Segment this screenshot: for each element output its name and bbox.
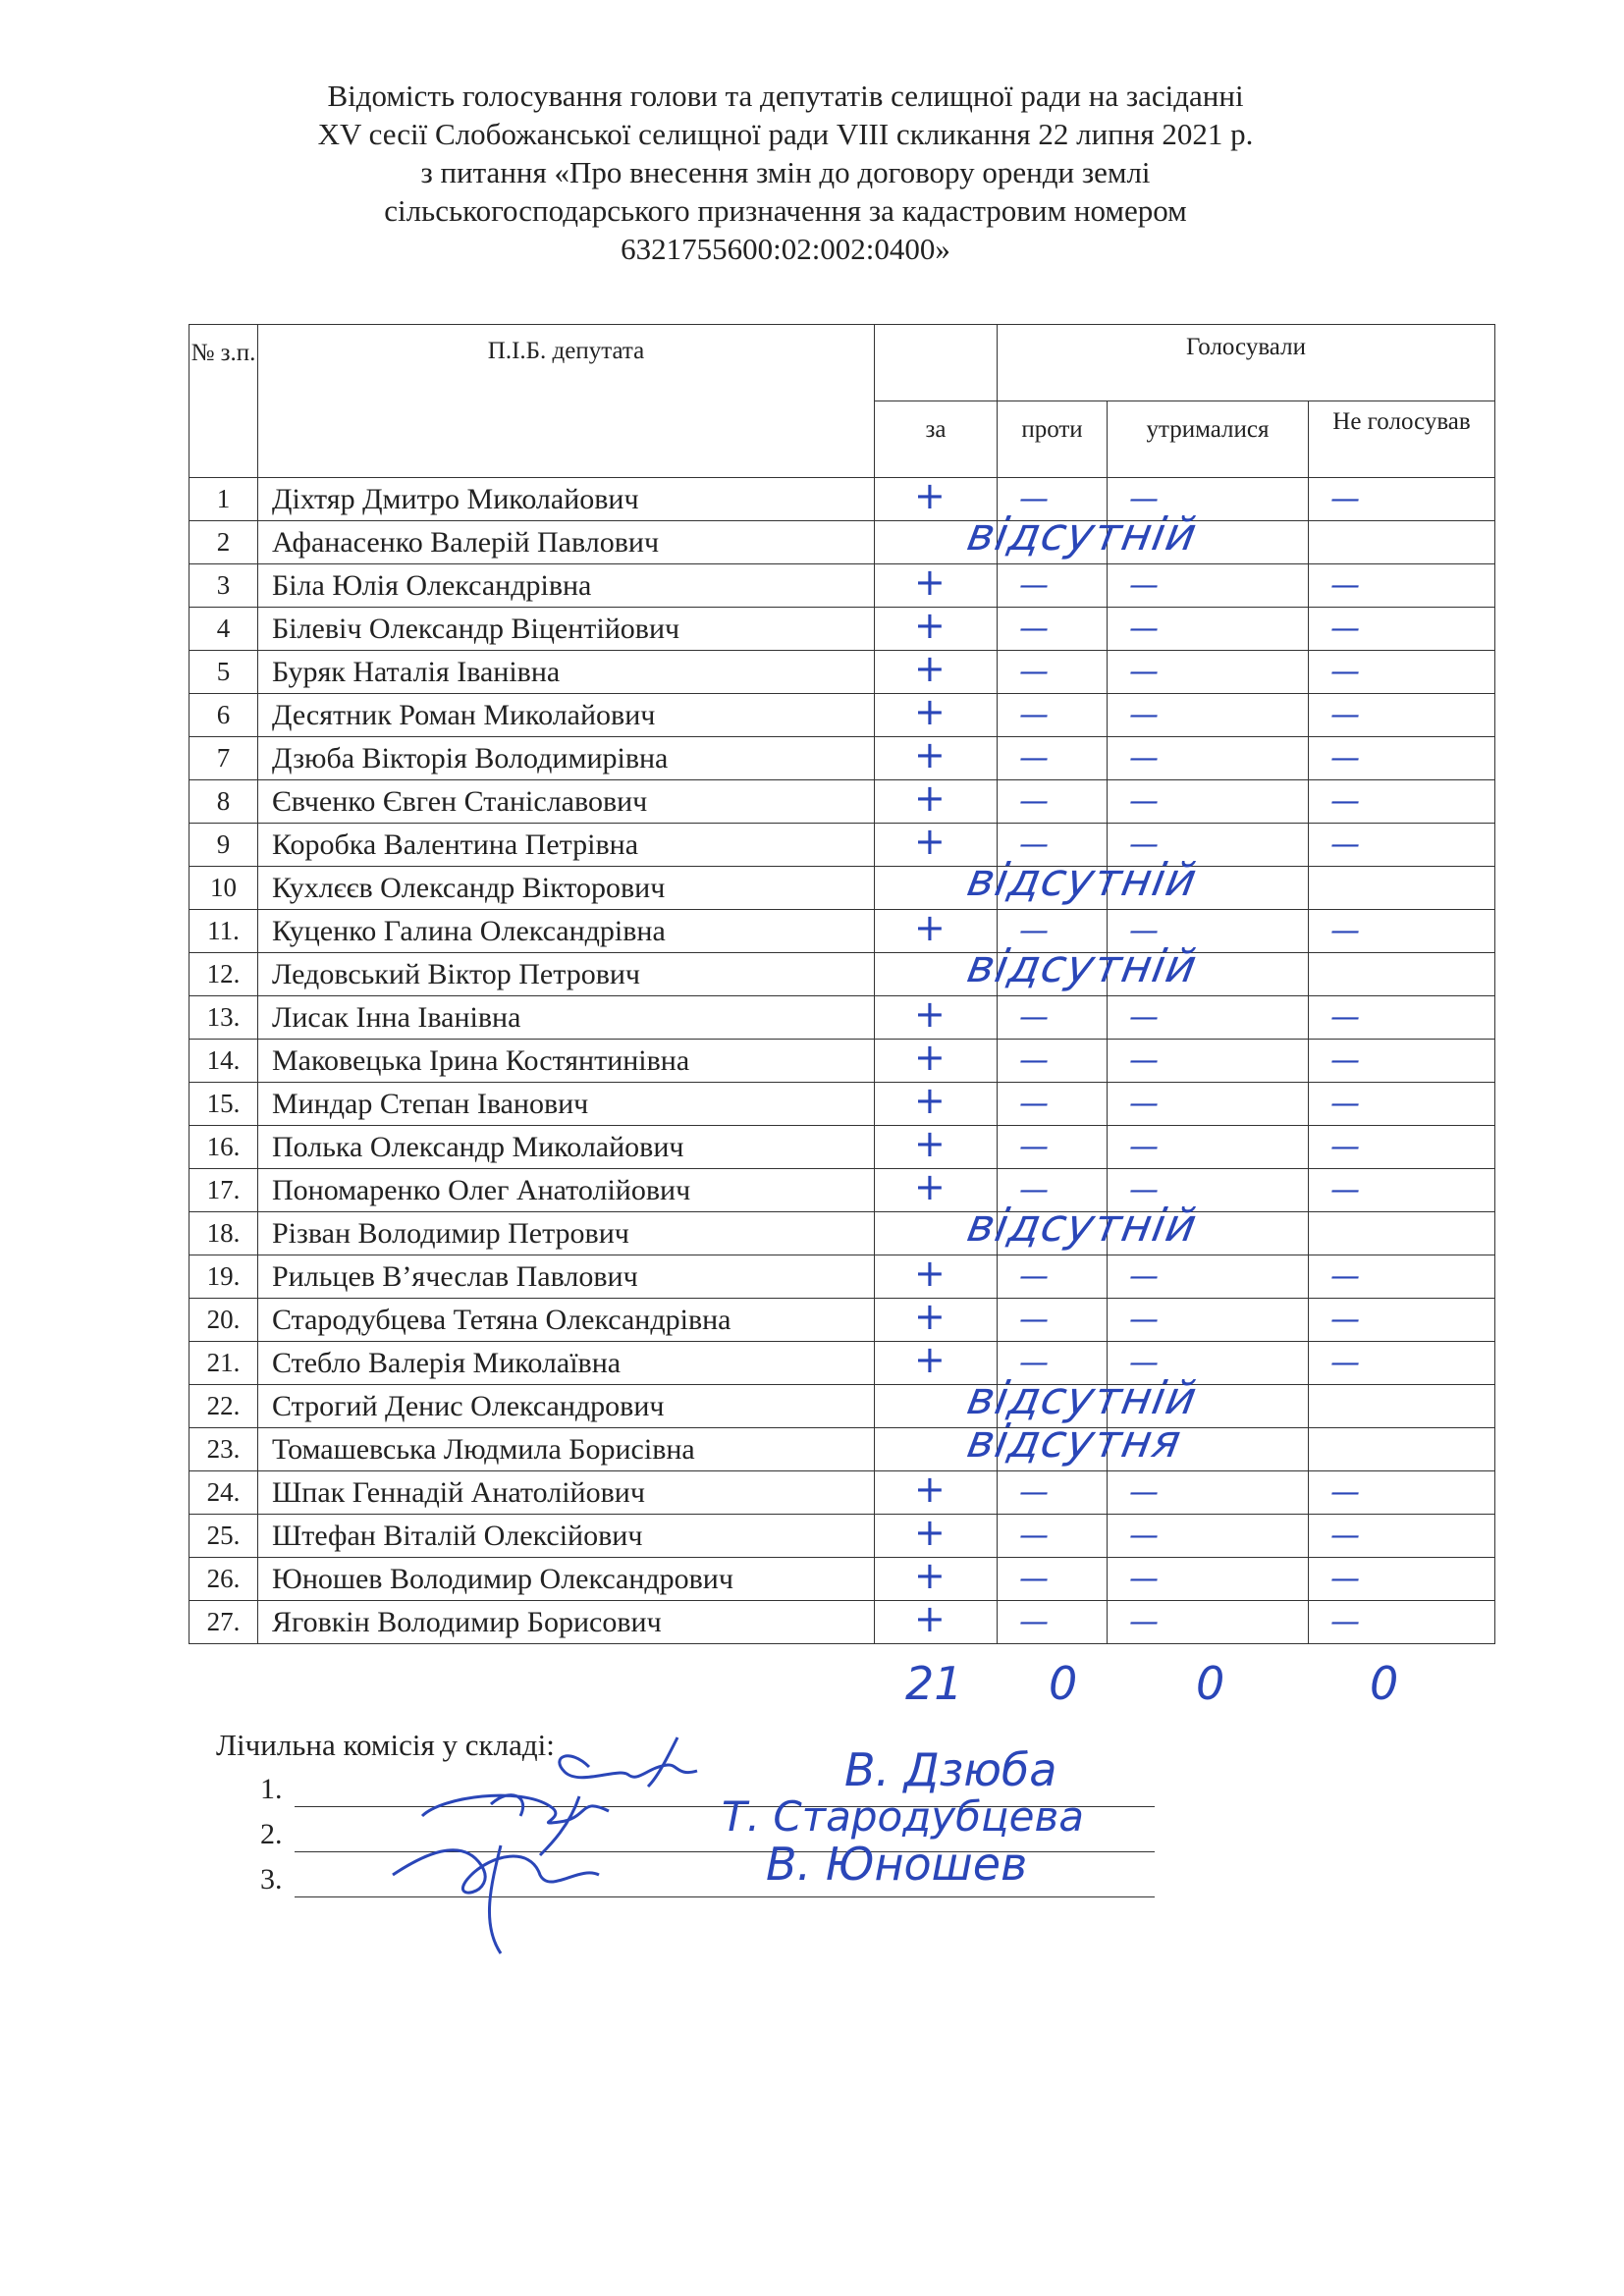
table-row [189, 1040, 1495, 1083]
vote-against-cell [998, 737, 1108, 780]
plus-mark: + [914, 1295, 946, 1338]
plus-mark: + [914, 1122, 946, 1165]
vote-for-cell [875, 604, 998, 651]
plus-mark: + [914, 690, 946, 733]
header-for: за [875, 401, 998, 478]
vote-against-cell [998, 1299, 1108, 1342]
deputy-name: Різван Володимир Петрович [258, 1212, 875, 1255]
dash-mark: — [1129, 568, 1159, 603]
deputy-name: Кухлєєв Олександр Вікторович [258, 867, 875, 910]
table-row [189, 1342, 1495, 1385]
commission-label: Лічильна комісія у складі: [216, 1728, 555, 1762]
dash-mark: — [1129, 655, 1159, 689]
dash-mark: — [1019, 612, 1049, 646]
absent-mark: відсутній [963, 1371, 1202, 1424]
deputy-name: Стародубцева Тетяна Олександрівна [258, 1299, 875, 1342]
vote-against-cell [998, 1471, 1108, 1515]
dash-mark: — [1019, 1000, 1049, 1035]
plus-mark: + [914, 1554, 946, 1597]
table-row [189, 867, 1495, 910]
dash-mark: — [1129, 914, 1159, 948]
vote-abstained-cell [1108, 1126, 1309, 1169]
row-number: 20. [189, 1299, 258, 1342]
deputy-name: Полька Олександр Миколайович [258, 1126, 875, 1169]
title-line-5: 6321755600:02:002:0400» [621, 232, 950, 266]
deputy-name: Шпак Геннадій Анатолійович [258, 1471, 875, 1515]
commission-num-3: 3. [260, 1863, 283, 1896]
deputy-name: Афанасенко Валерій Павлович [258, 521, 875, 564]
vote-abstained-cell [1108, 1299, 1309, 1342]
dash-mark: — [1129, 1043, 1159, 1078]
vote-against-cell [998, 1601, 1108, 1644]
deputy-name: Маковецька Ірина Костянтинівна [258, 1040, 875, 1083]
table-row [189, 1126, 1495, 1169]
deputy-name: Діхтяр Дмитро Миколайович [258, 478, 875, 521]
table-row [189, 1558, 1495, 1601]
dash-mark: — [1019, 698, 1049, 732]
vote-not-voted-cell [1309, 1255, 1495, 1299]
table-row [189, 1515, 1495, 1558]
vote-abstained-cell [1108, 867, 1309, 910]
table-row [189, 996, 1495, 1040]
row-number: 10 [189, 867, 258, 910]
table-row [189, 564, 1495, 608]
dash-mark: — [1330, 784, 1360, 819]
vote-for-cell [875, 1079, 998, 1126]
table-row [189, 910, 1495, 953]
title-line-2: XV сесії Слобожанської селищної ради VIII скликання 22 липня 2021 р. [317, 117, 1254, 151]
row-number: 27. [189, 1601, 258, 1644]
dash-mark: — [1129, 612, 1159, 646]
dash-mark: — [1129, 1130, 1159, 1164]
vote-for-cell [875, 1597, 998, 1644]
vote-abstained-cell [1108, 651, 1309, 694]
dash-mark: — [1019, 1303, 1049, 1337]
dash-mark: — [1019, 1519, 1049, 1553]
header-not-voted: Не голосував [1309, 401, 1495, 478]
vote-not-voted-cell [1309, 1083, 1495, 1126]
dash-mark: — [1019, 741, 1049, 775]
voting-table [189, 324, 1495, 1644]
vote-not-voted-cell [1309, 694, 1495, 737]
row-number: 16. [189, 1126, 258, 1169]
signature-2 [422, 1795, 609, 1855]
absent-mark: відсутній [963, 853, 1202, 906]
dash-mark: — [1019, 914, 1049, 948]
dash-mark: — [1019, 1130, 1049, 1164]
dash-mark: — [1019, 784, 1049, 819]
dash-mark: — [1019, 828, 1049, 862]
vote-not-voted-cell [1309, 824, 1495, 867]
table-row [189, 824, 1495, 867]
vote-not-voted-cell [1309, 521, 1495, 564]
absent-mark: відсутній [963, 1199, 1202, 1252]
signature-scribbles [383, 1728, 835, 1963]
dash-mark: — [1019, 1346, 1049, 1380]
vote-not-voted-cell [1309, 651, 1495, 694]
dash-mark: — [1330, 655, 1360, 689]
row-number: 21. [189, 1342, 258, 1385]
dash-mark: — [1330, 1173, 1360, 1207]
row-number: 23. [189, 1428, 258, 1471]
row-number: 15. [189, 1083, 258, 1126]
dash-mark: — [1330, 1519, 1360, 1553]
table-row [189, 521, 1495, 564]
table-row [189, 1083, 1495, 1126]
row-number: 12. [189, 953, 258, 996]
vote-abstained-cell [1108, 564, 1309, 608]
header-num: № з.п. [189, 325, 258, 478]
plus-mark: + [914, 1165, 946, 1208]
vote-against-cell [998, 996, 1108, 1040]
title-line-1: Відомість голосування голови та депутатів селищної ради на засіданні [327, 79, 1244, 113]
vote-abstained-cell [1108, 608, 1309, 651]
vote-against-cell [998, 564, 1108, 608]
dash-mark: — [1330, 1000, 1360, 1035]
plus-mark: + [914, 647, 946, 690]
table-row [189, 1471, 1495, 1515]
vote-not-voted-cell [1309, 1212, 1495, 1255]
document-title [177, 77, 1394, 268]
table-row [189, 608, 1495, 651]
row-number: 3 [189, 564, 258, 608]
table-row [189, 1212, 1495, 1255]
dash-mark: — [1330, 1605, 1360, 1639]
plus-mark: + [914, 1338, 946, 1381]
absent-mark: відсутній [963, 939, 1202, 992]
deputy-name: Біла Юлія Олександрівна [258, 564, 875, 608]
table-row [189, 651, 1495, 694]
dash-mark: — [1330, 1130, 1360, 1164]
vote-for-cell [875, 1554, 998, 1601]
dash-mark: — [1129, 698, 1159, 732]
dash-mark: — [1330, 741, 1360, 775]
vote-against-cell [963, 939, 1202, 996]
row-number: 17. [189, 1169, 258, 1212]
vote-not-voted-cell [1309, 1126, 1495, 1169]
vote-for-cell [875, 1511, 998, 1558]
dash-mark: — [1129, 1000, 1159, 1035]
vote-abstained-cell [1108, 1428, 1309, 1471]
dash-mark: — [1129, 1562, 1159, 1596]
table-body [189, 474, 1495, 1644]
commission-name-1: В. Дзюба [844, 1743, 1057, 1796]
dash-mark: — [1019, 1173, 1049, 1207]
vote-abstained-cell [1108, 694, 1309, 737]
deputy-name: Стебло Валерія Миколаївна [258, 1342, 875, 1385]
commission-num-2: 2. [260, 1818, 283, 1850]
total-not-voted: 0 [1370, 1657, 1399, 1710]
vote-for-cell [875, 733, 998, 780]
dash-mark: — [1330, 828, 1360, 862]
plus-mark: + [914, 1468, 946, 1511]
vote-against-cell [998, 651, 1108, 694]
vote-against-cell [963, 853, 1202, 910]
absent-mark: відсутній [963, 507, 1202, 561]
vote-not-voted-cell [1309, 953, 1495, 996]
dash-mark: — [1019, 1259, 1049, 1294]
plus-mark: + [914, 733, 946, 776]
commission-name-2: Т. Стародубцева [722, 1792, 1084, 1841]
dash-mark: — [1019, 1475, 1049, 1510]
row-number: 11. [189, 910, 258, 953]
vote-for-cell [875, 1295, 998, 1342]
vote-abstained-cell [1108, 780, 1309, 824]
plus-mark: + [914, 776, 946, 820]
vote-abstained-cell [1108, 1558, 1309, 1601]
vote-for-cell [875, 776, 998, 824]
row-number: 25. [189, 1515, 258, 1558]
vote-abstained-cell [1108, 1212, 1309, 1255]
dash-mark: — [1019, 1562, 1049, 1596]
vote-abstained-cell [1108, 1040, 1309, 1083]
plus-mark: + [914, 906, 946, 949]
vote-not-voted-cell [1309, 1515, 1495, 1558]
deputy-name: Лисак Інна Іванівна [258, 996, 875, 1040]
dash-mark: — [1019, 655, 1049, 689]
table-row [189, 1255, 1495, 1299]
header-name: П.І.Б. депутата [258, 325, 875, 478]
dash-mark: — [1330, 1562, 1360, 1596]
dash-mark: — [1019, 482, 1049, 516]
vote-abstained-cell [1108, 1083, 1309, 1126]
vote-not-voted-cell [1309, 1040, 1495, 1083]
dash-mark: — [1129, 482, 1159, 516]
vote-not-voted-cell [1309, 1385, 1495, 1428]
dash-mark: — [1129, 828, 1159, 862]
dash-mark: — [1330, 568, 1360, 603]
vote-abstained-cell [1108, 1471, 1309, 1515]
dash-mark: — [1330, 612, 1360, 646]
table-row [189, 1428, 1495, 1471]
vote-not-voted-cell [1309, 996, 1495, 1040]
row-number: 6 [189, 694, 258, 737]
dash-mark: — [1129, 1519, 1159, 1553]
table-row [189, 1299, 1495, 1342]
dash-mark: — [1330, 914, 1360, 948]
vote-against-cell [998, 1040, 1108, 1083]
table-row [189, 1601, 1495, 1644]
vote-not-voted-cell [1309, 780, 1495, 824]
vote-against-cell [998, 1515, 1108, 1558]
vote-for-cell [875, 1468, 998, 1515]
dash-mark: — [1330, 482, 1360, 516]
table-row [189, 694, 1495, 737]
vote-for-cell [875, 1252, 998, 1299]
dash-mark: — [1330, 698, 1360, 732]
total-for: 21 [905, 1657, 963, 1710]
vote-against-cell [963, 1199, 1202, 1255]
dash-mark: — [1019, 1087, 1049, 1121]
deputy-name: Євченко Євген Станіславович [258, 780, 875, 824]
deputy-name: Яговкін Володимир Борисович [258, 1601, 875, 1644]
vote-against-cell [998, 1083, 1108, 1126]
table-row [189, 780, 1495, 824]
vote-against-cell [998, 1255, 1108, 1299]
deputy-name: Рильцев В’ячеслав Павлович [258, 1255, 875, 1299]
plus-mark: + [914, 1036, 946, 1079]
title-line-4: сільськогосподарського призначення за кадастровим номером [384, 193, 1187, 228]
row-number: 5 [189, 651, 258, 694]
dash-mark: — [1129, 1346, 1159, 1380]
dash-mark: — [1129, 1259, 1159, 1294]
vote-for-cell [875, 992, 998, 1040]
deputy-name: Ледовський Віктор Петрович [258, 953, 875, 996]
vote-against-cell [998, 1558, 1108, 1601]
total-abstained: 0 [1196, 1657, 1225, 1710]
plus-mark: + [914, 820, 946, 863]
dash-mark: — [1330, 1346, 1360, 1380]
signature-1 [560, 1737, 697, 1787]
vote-abstained-cell [1108, 1515, 1309, 1558]
vote-not-voted-cell [1309, 867, 1495, 910]
row-number: 1 [189, 478, 258, 521]
table-row [189, 1385, 1495, 1428]
deputy-name: Десятник Роман Миколайович [258, 694, 875, 737]
dash-mark: — [1019, 568, 1049, 603]
title-line-3: з питання «Про внесення змін до договору оренди землі [420, 155, 1151, 189]
vote-not-voted-cell [1309, 1169, 1495, 1212]
vote-not-voted-cell [1309, 1601, 1495, 1644]
vote-abstained-cell [1108, 737, 1309, 780]
plus-mark: + [914, 604, 946, 647]
plus-mark: + [914, 474, 946, 517]
dash-mark: — [1129, 1303, 1159, 1337]
dash-mark: — [1330, 1259, 1360, 1294]
dash-mark: — [1019, 1043, 1049, 1078]
deputy-name: Дзюба Вікторія Володимирівна [258, 737, 875, 780]
deputy-name: Юношев Володимир Олександрович [258, 1558, 875, 1601]
dash-mark: — [1129, 741, 1159, 775]
row-number: 8 [189, 780, 258, 824]
deputy-name: Коробка Валентина Петрівна [258, 824, 875, 867]
plus-mark: + [914, 561, 946, 604]
dash-mark: — [1129, 1087, 1159, 1121]
table-row [189, 953, 1495, 996]
vote-for-cell [875, 647, 998, 694]
vote-abstained-cell [1108, 996, 1309, 1040]
row-number: 9 [189, 824, 258, 867]
absent-mark: відсутня [963, 1415, 1186, 1468]
dash-mark: — [1330, 1475, 1360, 1510]
vote-not-voted-cell [1309, 1558, 1495, 1601]
vote-against-cell [998, 780, 1108, 824]
plus-mark: + [914, 1597, 946, 1640]
plus-mark: + [914, 1511, 946, 1554]
row-number: 7 [189, 737, 258, 780]
plus-mark: + [914, 992, 946, 1036]
header-abstained: утрималися [1108, 401, 1309, 478]
table-row [189, 1169, 1495, 1212]
row-number: 14. [189, 1040, 258, 1083]
commission-num-1: 1. [260, 1773, 283, 1805]
vote-against-cell [998, 608, 1108, 651]
dash-mark: — [1129, 784, 1159, 819]
vote-against-cell [963, 507, 1202, 564]
dash-mark: — [1129, 1605, 1159, 1639]
vote-not-voted-cell [1309, 1471, 1495, 1515]
plus-mark: + [914, 1079, 946, 1122]
row-number: 22. [189, 1385, 258, 1428]
vote-not-voted-cell [1309, 1299, 1495, 1342]
dash-mark: — [1330, 1087, 1360, 1121]
total-against: 0 [1049, 1657, 1078, 1710]
vote-abstained-cell [1108, 521, 1309, 564]
vote-against-cell [998, 1126, 1108, 1169]
plus-mark: + [914, 1252, 946, 1295]
vote-not-voted-cell [1309, 1428, 1495, 1471]
vote-abstained-cell [1108, 1601, 1309, 1644]
deputy-name: Буряк Наталія Іванівна [258, 651, 875, 694]
deputy-name: Куценко Галина Олександрівна [258, 910, 875, 953]
header-voted: Голосували [998, 325, 1495, 401]
dash-mark: — [1330, 1043, 1360, 1078]
vote-for-cell [875, 561, 998, 608]
row-number: 13. [189, 996, 258, 1040]
row-number: 4 [189, 608, 258, 651]
dash-mark: — [1330, 1303, 1360, 1337]
signature-3 [393, 1845, 599, 1953]
vote-not-voted-cell [1309, 564, 1495, 608]
row-number: 18. [189, 1212, 258, 1255]
vote-for-cell [875, 1036, 998, 1083]
vote-for-cell [875, 690, 998, 737]
vote-not-voted-cell [1309, 910, 1495, 953]
deputy-name: Штефан Віталій Олексійович [258, 1515, 875, 1558]
deputy-name: Білевіч Олександр Віцентійович [258, 608, 875, 651]
vote-abstained-cell [1108, 1255, 1309, 1299]
dash-mark: — [1129, 1475, 1159, 1510]
row-number: 2 [189, 521, 258, 564]
vote-abstained-cell [1108, 953, 1309, 996]
header-blank [875, 325, 998, 401]
row-number: 19. [189, 1255, 258, 1299]
table-row [189, 478, 1495, 521]
dash-mark: — [1129, 1173, 1159, 1207]
vote-for-cell [875, 1122, 998, 1169]
vote-not-voted-cell [1309, 478, 1495, 521]
vote-against-cell [963, 1415, 1186, 1471]
deputy-name: Томашевська Людмила Борисівна [258, 1428, 875, 1471]
deputy-name: Строгий Денис Олександрович [258, 1385, 875, 1428]
vote-not-voted-cell [1309, 608, 1495, 651]
deputy-name: Миндар Степан Іванович [258, 1083, 875, 1126]
row-number: 26. [189, 1558, 258, 1601]
commission-name-3: В. Юношев [766, 1838, 1028, 1891]
vote-not-voted-cell [1309, 1342, 1495, 1385]
dash-mark: — [1019, 1605, 1049, 1639]
header-against: проти [998, 401, 1108, 478]
deputy-name: Пономаренко Олег Анатолійович [258, 1169, 875, 1212]
vote-not-voted-cell [1309, 737, 1495, 780]
vote-against-cell [998, 694, 1108, 737]
row-number: 24. [189, 1471, 258, 1515]
table-row [189, 737, 1495, 780]
